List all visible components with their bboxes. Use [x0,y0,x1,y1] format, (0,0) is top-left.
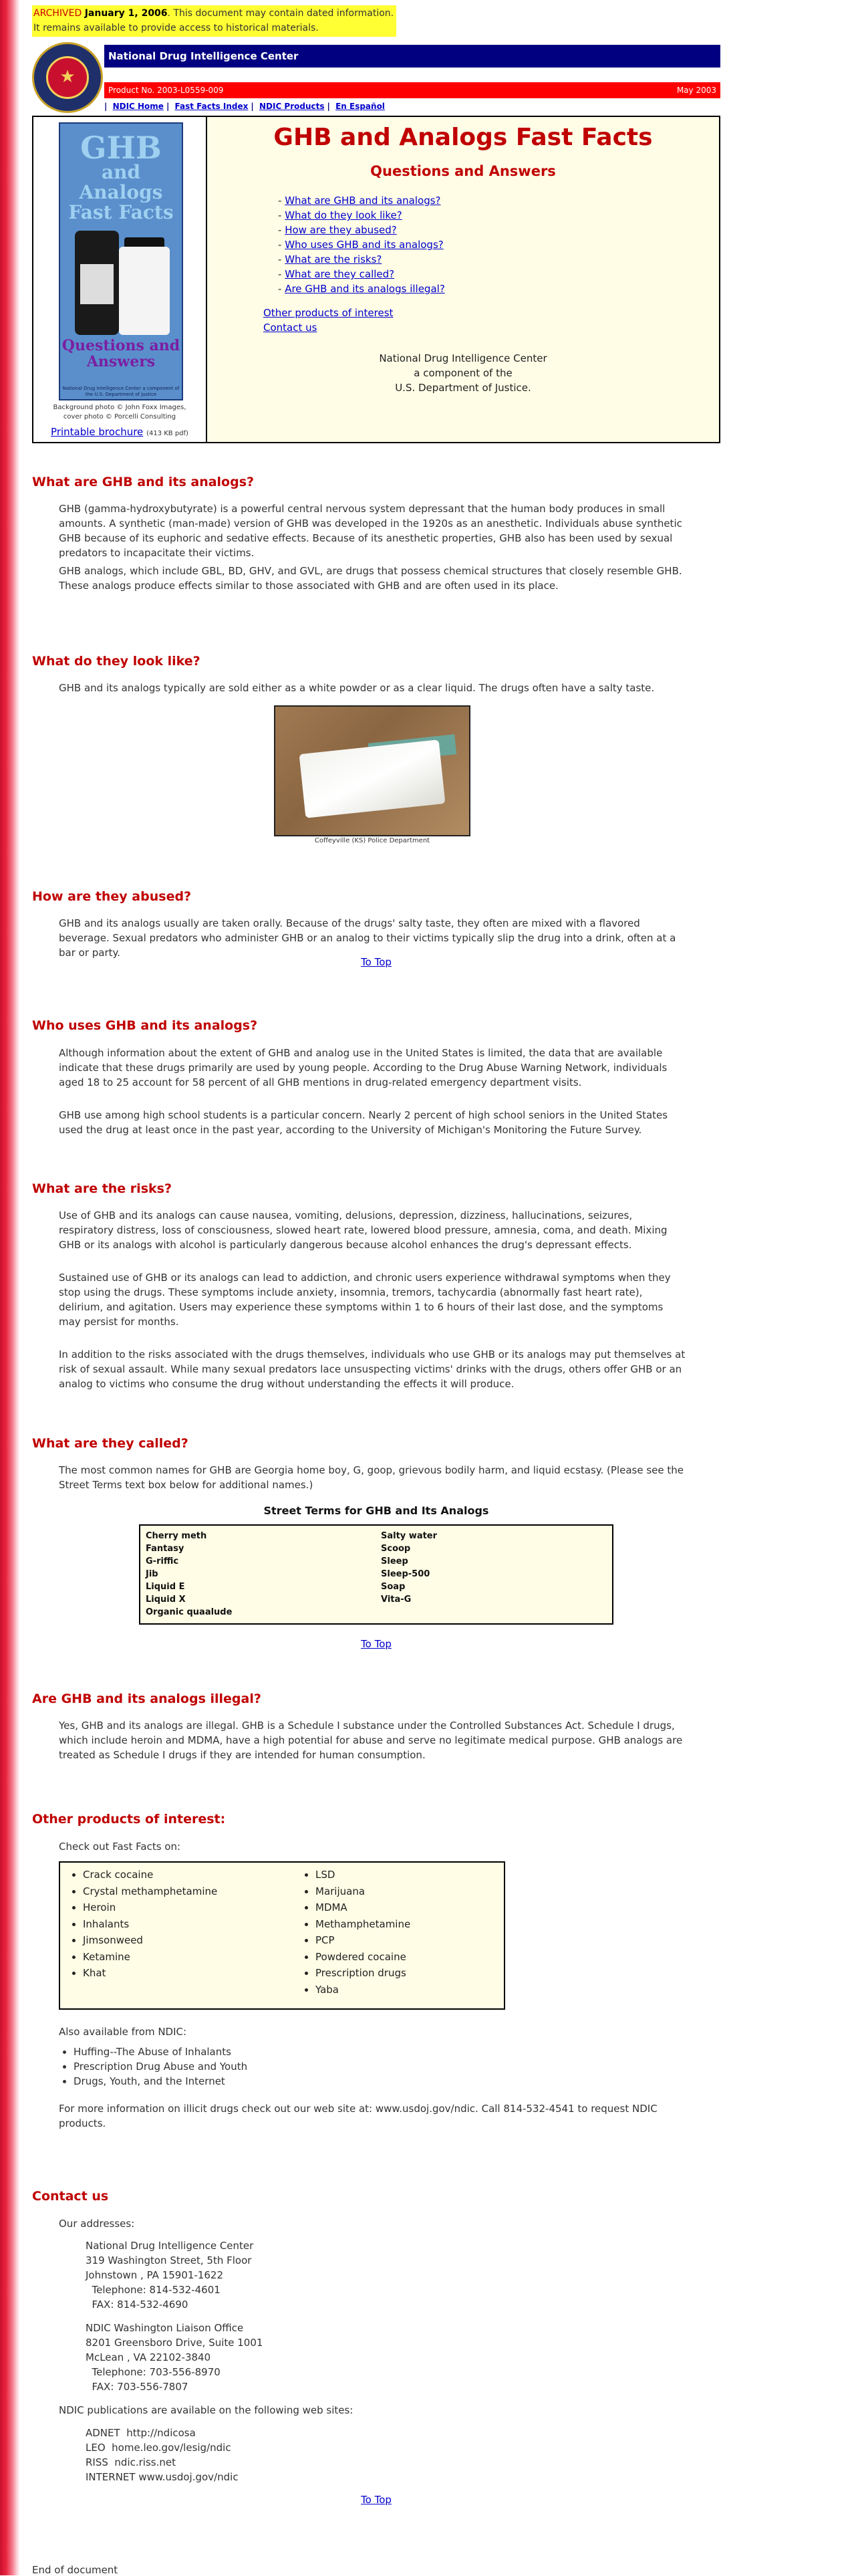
section-title-other-products: Other products of interest: [32,1812,226,1827]
to-top [32,956,720,968]
also-available-list [59,2044,247,2089]
list-item [278,281,719,296]
nav-fast-facts-index[interactable]: Fast Facts Index [174,102,249,111]
ghb-powder-photo [274,705,470,836]
address-line: 8201 Greensboro Drive, Suite 1001 [86,2337,263,2349]
brochure-cover-image [59,122,183,400]
page [32,0,720,2576]
list-item: • Huffing--The Abuse of Inhalants [74,2044,247,2059]
photo-credit [33,403,206,422]
cover-title-analogs: and Analogs [79,161,163,203]
list-item: • Prescription Drug Abuse and Youth [74,2059,247,2074]
org-block [207,351,719,395]
list-item: • Crystal methamphetamine [83,1883,217,1900]
paragraph: GHB analogs, which include GBL, BD, GHV, and GVL, are drugs that possess chemical structures that closely resemble GHB. These analogs produce effects similar to those associated with GHB and are often used in its place. [59,565,682,592]
nav-ndic-products[interactable]: NDIC Products [259,102,325,111]
address-line: Telephone: 814-532-4601 [86,2284,221,2296]
doj-seal-icon: ★ [32,42,103,113]
paragraph [59,2101,687,2131]
list-item: Liquid X [146,1595,186,1605]
street-terms-box [139,1524,613,1625]
paragraph: Also available from NDIC: [59,2026,187,2038]
to-top [32,1638,720,1650]
question-link[interactable]: What are GHB and its analogs? [285,195,441,207]
list-item: Sleep [381,1556,408,1566]
cover-panel [33,117,207,442]
paragraph: NDIC publications are available on the following web sites: [59,2404,353,2416]
product-date: May 2003 [676,86,716,95]
extra-links [263,306,719,335]
question-link[interactable]: What do they look like? [285,209,402,221]
top-nav: | NDIC Home | Fast Facts Index | NDIC Products | En Español [104,102,385,111]
printable-brochure-link[interactable]: Printable brochure [51,426,144,438]
list-item: • Khat [83,1965,217,1982]
white-bottle-icon [119,247,170,335]
fast-facts-list-right [301,1867,410,1998]
fast-facts-box [59,1861,505,2010]
list-item: Scoop [381,1544,411,1554]
paragraph: GHB and its analogs typically are sold either as a white powder or as a clear liquid. The drugs often have a salty taste. [59,682,655,694]
list-item [278,252,719,267]
question-link[interactable]: Are GHB and its analogs illegal? [285,283,445,295]
archived-text: . This document may contain dated information. [167,8,394,19]
street-terms-right [381,1530,437,1606]
archived-text-2: It remains available to provide access to historical materials. [33,23,319,33]
center-name-bar: National Drug Intelligence Center [104,45,720,68]
org-line-2: a component of the [414,367,513,379]
section-title-what-are: What are GHB and its analogs? [32,475,255,489]
list-item: • Marijuana [315,1883,410,1900]
cover-title-ghb: GHB [80,130,162,166]
street-terms-title: Street Terms for GHB and Its Analogs [263,1504,489,1517]
list-item: • Ketamine [83,1949,217,1966]
to-top-link[interactable]: To Top [361,1638,392,1650]
to-top [32,2494,720,2506]
list-item: Cherry meth [146,1531,207,1541]
contact-us-link[interactable]: Contact us [263,322,317,334]
section-title-called: What are they called? [32,1436,188,1451]
list-item [278,193,719,208]
paragraph: GHB use among high school students is a particular concern. Nearly 2 percent of high school seniors in the United States used the drug at least once in the past year, according to the University of Michigan's Monitoring the Future Survey. [59,1109,668,1136]
address-line: Johnstown , PA 15901-1622 [86,2269,223,2281]
org-line-1: National Drug Intelligence Center [379,352,547,364]
to-top-link[interactable]: To Top [361,2494,392,2506]
website-line: INTERNET www.usdoj.gov/ndic [86,2471,239,2483]
address-line: McLean , VA 22102-3840 [86,2351,211,2363]
list-item: • Drugs, Youth, and the Internet [74,2074,247,2089]
list-item: • Yaba [315,1982,410,1998]
fast-facts-list-left [68,1867,217,1982]
website-line: RISS ndic.riss.net [86,2456,176,2468]
section-title-look-like: What do they look like? [32,654,200,669]
printable-brochure [33,426,206,438]
address-line: FAX: 703-556-7807 [86,2381,188,2393]
paragraph: Our addresses: [59,2218,135,2230]
list-item: Soap [381,1582,406,1592]
question-link[interactable]: How are they abused? [285,224,397,236]
footer-text: End of document [32,2564,118,2576]
list-item: G-riffic [146,1556,179,1566]
nav-en-espanol[interactable]: En Español [335,102,385,111]
question-link[interactable]: What are they called? [285,268,395,280]
website-line: LEO home.leo.gov/lesig/ndic [86,2442,231,2454]
address-mclean [86,2321,263,2394]
address-line: Telephone: 703-556-8970 [86,2366,221,2378]
paragraph: GHB and its analogs usually are taken orally. Because of the drugs' salty taste, they often are mixed with a flavored beverage. Sexual predators who administer GHB or an analog to their victims typically slip the drug into a drink, often at a bar or party. [59,917,676,959]
other-products-link[interactable]: Other products of interest [263,307,394,319]
to-top-link[interactable]: To Top [361,956,392,968]
list-item: • MDMA [315,1899,410,1916]
question-link[interactable]: Who uses GHB and its analogs? [285,239,444,251]
list-item: • LSD [315,1867,410,1883]
list-item [278,208,719,223]
product-number: Product No. 2003-L0559-009 [108,86,224,95]
list-item [278,267,719,281]
more-info-line-2: products. [59,2117,106,2129]
list-item [278,223,719,237]
decorative-red-sidebar [0,0,20,2575]
address-line: National Drug Intelligence Center [86,2240,254,2252]
list-item: • Crack cocaine [83,1867,217,1883]
cover-qa: Questions and Answers [61,337,180,370]
address-line: 319 Washington Street, 5th Floor [86,2254,252,2266]
paragraph: In addition to the risks associated with the drugs themselves, individuals who use GHB or its analogs may put themselves at risk of sexual assault. While many sexual predators lace unsuspecting victims' drinks with the drugs, others offer GHB or an analog to victims who consume the drug without understanding the effects it will produce. [59,1349,686,1390]
section-title-risks: What are the risks? [32,1181,172,1196]
list-item: Vita-G [381,1595,412,1605]
printable-size: (413 KB pdf) [146,430,188,437]
paragraph: Yes, GHB and its analogs are illegal. GHB is a Schedule I substance under the Controlled Substances Act. Schedule I drugs, which include heroin and MDMA, have a high potential for abuse and serve no legitimate medical purpose. GHB analogs are treated as Schedule I drugs if they are intended for human consumption. [59,1720,683,1761]
list-item: Jib [146,1569,158,1579]
bottle-label-icon [80,264,114,304]
paragraph: Sustained use of GHB or its analogs can lead to addiction, and chronic users experience withdrawal symptoms when they stop using the drugs. These symptoms include anxiety, insomnia, tremors, tachycardia (abnormally fast heart rate), delirium, and agitation. Users may experience these symptoms within 1 to 6 hours of their last dose, and the symptoms may persist for months. [59,1272,671,1328]
archived-date: January 1, 2006 [84,8,168,19]
question-list [278,193,719,296]
page-title: GHB and Analogs Fast Facts [273,124,653,151]
list-item: Liquid E [146,1582,185,1592]
list-item: Salty water [381,1531,438,1541]
website-list [86,2426,239,2484]
header [32,41,720,114]
address-line: NDIC Washington Liaison Office [86,2322,244,2334]
list-item: • Heroin [83,1899,217,1916]
cover-title-fast-facts: Fast Facts [68,201,174,223]
nav-ndic-home[interactable]: NDIC Home [112,102,164,111]
list-item: Fantasy [146,1544,184,1554]
paragraph: GHB (gamma-hydroxybutyrate) is a powerful central nervous system depressant that the human body produces in small amounts. A synthetic (man-made) version of GHB was developed in the 1920s as an anesthetic. Individuals abuse synthetic GHB because of its euphoric and sedative effects. Because of its anesthetic properties, GHB also has been used by sexual predators to incapacitate their victims. [59,503,682,559]
list-item [278,237,719,252]
cover-agency: National Drug Intelligence Center a component of the U.S. Department of Justice [62,386,180,397]
address-johnstown [86,2238,253,2312]
section-title-illegal: Are GHB and its analogs illegal? [32,1691,261,1706]
paragraph: The most common names for GHB are Georgia home boy, G, goop, grievous bodily harm, and liquid ecstasy. (Please see the Street Terms text box below for additional names.) [59,1464,684,1491]
list-item: • Inhalants [83,1916,217,1933]
list-item: • Prescription drugs [315,1965,410,1982]
intro-panel [207,117,719,442]
list-item: Organic quaalude [146,1607,233,1617]
photo-credit-1: Background photo © John Foxx Images, [53,404,186,411]
paragraph: Check out Fast Facts on: [59,1841,181,1853]
list-item: • Powdered cocaine [315,1949,410,1966]
more-info-line-1: For more information on illicit drugs check out our web site at: www.usdoj.gov/ndic. Call 814-532-4541 to request NDIC [59,2103,658,2115]
list-item: • Jimsonweed [83,1932,217,1949]
street-terms-left [146,1530,232,1619]
list-item: • PCP [315,1932,410,1949]
list-item: • Methamphetamine [315,1916,410,1933]
section-title-abused: How are they abused? [32,889,192,904]
paragraph: Use of GHB and its analogs can cause nausea, vomiting, delusions, depression, dizziness, hallucinations, seizures, respiratory distress, loss of consciousness, slowed heart rate, lowered blood pressure, amnesia, coma, and death. Mixing GHB or its analogs with alcohol is particularly dangerous because alcohol enhances the drug's depressant effects. [59,1209,668,1251]
address-line: FAX: 814-532-4690 [86,2299,188,2311]
page-subtitle: Questions and Answers [370,163,556,179]
org-line-3: U.S. Department of Justice. [395,382,531,394]
photo-caption: Coffeyville (KS) Police Department [314,837,430,844]
list-item: Sleep-500 [381,1569,430,1579]
photo-credit-2: cover photo © Porcelli Consulting [63,413,176,421]
question-link[interactable]: What are the risks? [285,253,382,265]
section-title-contact: Contact us [32,2189,109,2204]
website-line: ADNET http://ndicosa [86,2427,196,2439]
paragraph: Although information about the extent of GHB and analog use in the United States is limited, the data that are available indicate that these drugs primarily are used by young people. According to the Drug Abuse Warning Network, individuals aged 18 to 25 account for 58 percent of all GHB mentions in drug-related emergency department visits. [59,1047,668,1088]
section-title-who-uses: Who uses GHB and its analogs? [32,1018,258,1033]
archived-notice [32,5,396,37]
intro-box [32,116,720,443]
archived-label: ARCHIVED [33,8,82,19]
product-bar [104,82,720,98]
